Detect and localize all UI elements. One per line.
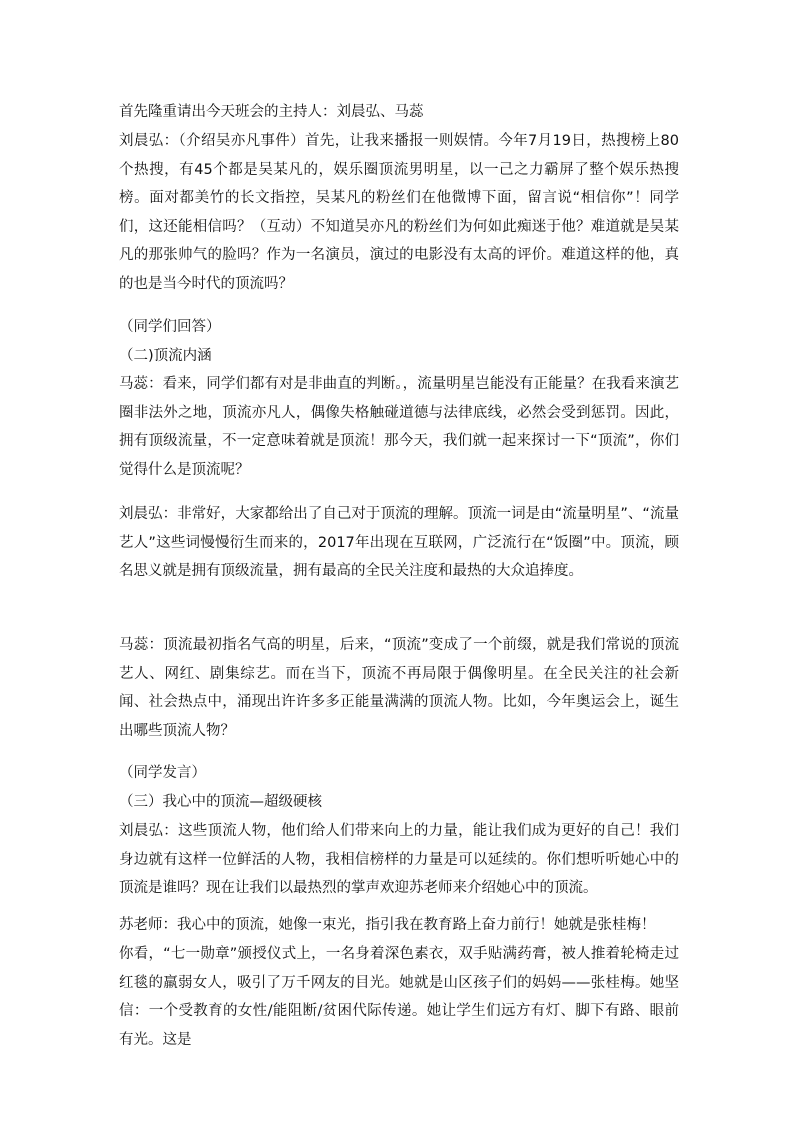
speech-paragraph-ma-2: 马蕊：顶流最初指名气高的明星，后来，“顶流”变成了一个前缀，就是我们常说的顶流艺人、网红、剧集综艺。而在当下，顶流不再局限于偶像明星。在全民关注的社会新闻、社会热点中，涌现出许许多多正能量满满的顶流人物。比如，今年奥运会上，诞生出哪些顶流人物？: [119, 637, 679, 739]
stage-direction-speak: （同学发言）: [119, 765, 206, 781]
speech-paragraph-liu-2: 刘晨弘：非常好，大家都给出了自己对于顶流的理解。顶流一词是由“流量明星”、“流量艺人”这些词慢慢衍生而来的，2017年出现在互联网，广泛流行在“饭圈”中。顶流，顾名思义就是拥有顶级流量，拥有最高的全民关注度和最热的大众追捧度。: [119, 506, 679, 580]
speech-paragraph-su: 苏老师：我心中的顶流，她像一束光，指引我在教育路上奋力前行！她就是张桂梅！: [119, 917, 656, 933]
speech-paragraph-liu-3: 刘晨弘：这些顶流人物，他们给人们带来向上的力量，能让我们成为更好的自己！我们身边就有这样一位鲜活的人物，我相信榜样的力量是可以延续的。你们想听听她心中的顶流是谁吗？现在让我们以最热烈的掌声欢迎苏老师来介绍她心中的顶流。: [119, 823, 679, 897]
section-heading-2: （二)顶流内涵: [119, 348, 212, 364]
speech-paragraph-ma-1: 马蕊：看来，同学们都有对是非曲直的判断。，流量明星岂能没有正能量？在我看来演艺圈非法外之地，顶流亦凡人，偶像失格触碰道德与法律底线，必然会受到惩罚。因此，拥有顶级流量，不一定意味着就是顶流！那今天，我们就一起来探讨一下“顶流”，你们觉得什么是顶流呢？: [119, 376, 679, 478]
speech-paragraph-liu-1: 刘晨弘：（介绍吴亦凡事件）首先，让我来播报一则娱情。今年7月19日，热搜榜上80个热搜，有45个都是吴某凡的，娱乐圈顶流男明星，以一己之力霸屏了整个娱乐热搜榜。面对都美竹的长文指控，吴某凡的粉丝们在他微博下面，留言说“相信你”！同学们，这还能相信吗？（互动）不知道吴亦凡的粉丝们为何如此痴迷于他？难道就是吴某凡的那张帅气的脸吗？作为一名演员，演过的电影没有太高的评价。难道这样的他，真的也是当今时代的顶流吗？: [119, 133, 679, 292]
section-heading-3: （三）我心中的顶流—超级硬核: [119, 794, 322, 810]
intro-paragraph: 首先隆重请出今天班会的主持人：刘晨弘、马蕊: [119, 104, 424, 120]
stage-direction-answer: （同学们回答）: [119, 319, 221, 335]
body-paragraph-zhang: 你看，“七一勋章”颁授仪式上，一名身着深色素衣，双手贴满药膏，被人推着轮椅走过红毯的羸弱女人，吸引了万千网友的目光。她就是山区孩子们的妈妈——张桂梅。她坚信：一个受教育的女性/能阻断/贫困代际传递。她让学生们远方有灯、脚下有路、眼前有光。这是: [119, 946, 679, 1048]
